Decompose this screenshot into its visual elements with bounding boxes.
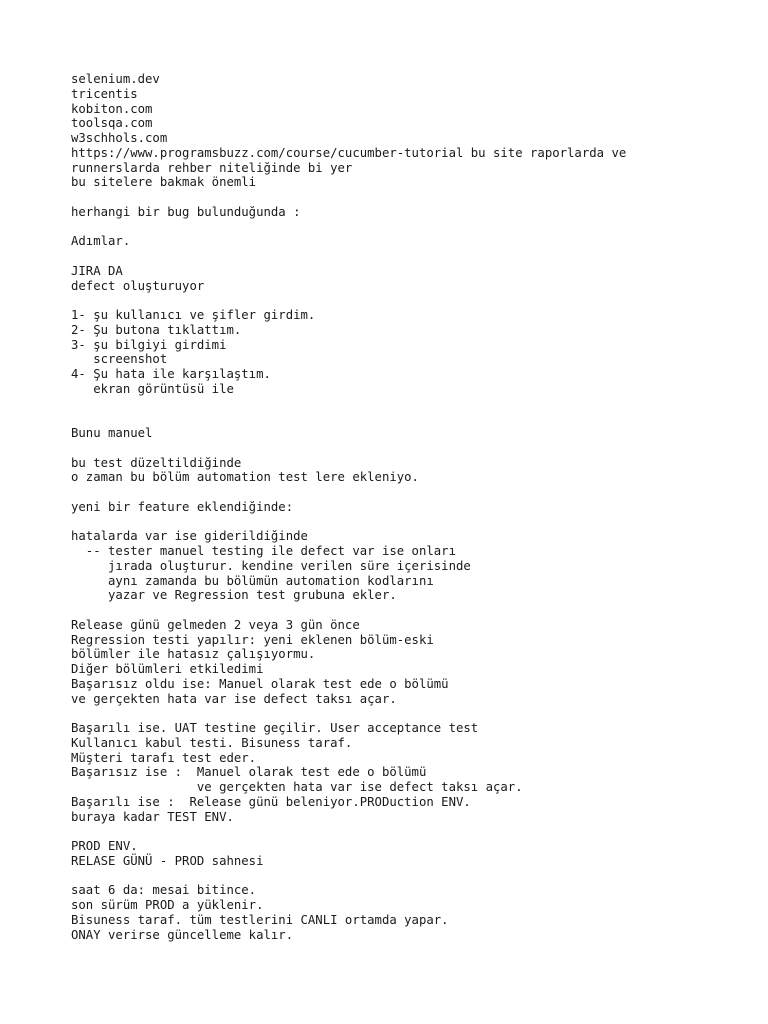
text-line: PROD ENV. <box>71 839 138 853</box>
text-line: kobiton.com <box>71 101 153 116</box>
text-line: 2- Şu butona tıklattım. <box>71 322 242 337</box>
text-line: 1- şu kullanıcı ve şifler girdim. <box>71 308 316 322</box>
text-line: Adımlar. <box>71 234 131 249</box>
blank-line <box>71 220 751 235</box>
text-line: -- tester manuel testing ile defect var ise onları <box>71 544 456 558</box>
blank-line <box>71 869 751 884</box>
blank-line <box>71 411 751 426</box>
blank-line <box>71 515 751 530</box>
text-line: ONAY verirse güncelleme kalır. <box>71 927 294 942</box>
document-page <box>71 72 751 942</box>
text-line: ve gerçekten hata var ise defect taksı açar. <box>71 780 523 794</box>
text-line: w3schhols.com <box>71 131 168 145</box>
text-line: JIRA DA <box>71 263 123 278</box>
text-line: Release günü gelmeden 2 veya 3 gün önce <box>71 617 360 632</box>
text-line: herhangi bir bug bulunduğunda : <box>71 204 301 219</box>
blank-line <box>71 706 751 721</box>
blank-line <box>71 485 751 500</box>
text-line: Başarısız ise : Manuel olarak test ede o bölümü <box>71 765 427 780</box>
text-line: Başarısız oldu ise: Manuel olarak test ede o bölümü <box>71 676 449 691</box>
text-line: toolsqa.com <box>71 116 153 131</box>
blank-line <box>71 293 751 308</box>
text-line: defect oluşturuyor <box>71 278 205 293</box>
text-line: Regression testi yapılır: yeni eklenen bölüm-eski <box>71 632 434 647</box>
text-line: 4- Şu hata ile karşılaştım. <box>71 367 271 381</box>
text-line: ve gerçekten hata var ise defect taksı açar. <box>71 691 397 706</box>
text-line: son sürüm PROD a yüklenir. <box>71 898 264 912</box>
text-line: RELASE GÜNÜ - PROD sahnesi <box>71 853 264 868</box>
blank-line <box>71 441 751 456</box>
text-line: o zaman bu bölüm automation test lere ekleniyo. <box>71 470 419 485</box>
text-line: jırada oluşturur. kendine verilen süre içerisinde <box>71 558 471 573</box>
text-line: bölümler ile hatasız çalışıyormu. <box>71 647 316 662</box>
text-line: https://www.programsbuzz.com/course/cucumber-tutorial bu site raporlarda ve <box>71 145 627 160</box>
blank-line <box>71 397 751 412</box>
text-line: Başarılı ise. UAT testine geçilir. User acceptance test <box>71 721 479 735</box>
text-line: yazar ve Regression test grubuna ekler. <box>71 588 397 603</box>
text-line: 3- şu bilgiyi girdimi <box>71 337 227 352</box>
text-line: Bisuness taraf. tüm testlerini CANLI ortamda yapar. <box>71 912 449 927</box>
blank-line <box>71 249 751 264</box>
text-line: aynı zamanda bu bölümün automation kodlarını <box>71 573 434 588</box>
text-line: bu sitelere bakmak önemli <box>71 175 257 190</box>
text-line: buraya kadar TEST ENV. <box>71 809 234 824</box>
text-line: tricentis <box>71 86 138 101</box>
text-line: bu test düzeltildiğinde <box>71 455 242 470</box>
text-line: Başarılı ise : Release günü beleniyor.PRODuction ENV. <box>71 794 471 809</box>
text-line: selenium.dev <box>71 72 160 86</box>
blank-line <box>71 190 751 205</box>
blank-line <box>71 603 751 618</box>
text-line: ekran görüntüsü ile <box>71 381 234 396</box>
text-line: hatalarda var ise giderildiğinde <box>71 529 308 544</box>
text-line: yeni bir feature eklendiğinde: <box>71 499 294 514</box>
text-line: saat 6 da: mesai bitince. <box>71 883 257 898</box>
text-line: screenshot <box>71 352 168 367</box>
text-line: Bunu manuel <box>71 426 153 440</box>
text-line: Kullanıcı kabul testi. Bisuness taraf. <box>71 735 353 750</box>
text-line: Diğer bölümleri etkiledimi <box>71 662 264 676</box>
text-line: Müşteri tarafı test eder. <box>71 750 257 765</box>
text-line: runnerslarda rehber niteliğinde bi yer <box>71 160 353 175</box>
blank-line <box>71 824 751 839</box>
